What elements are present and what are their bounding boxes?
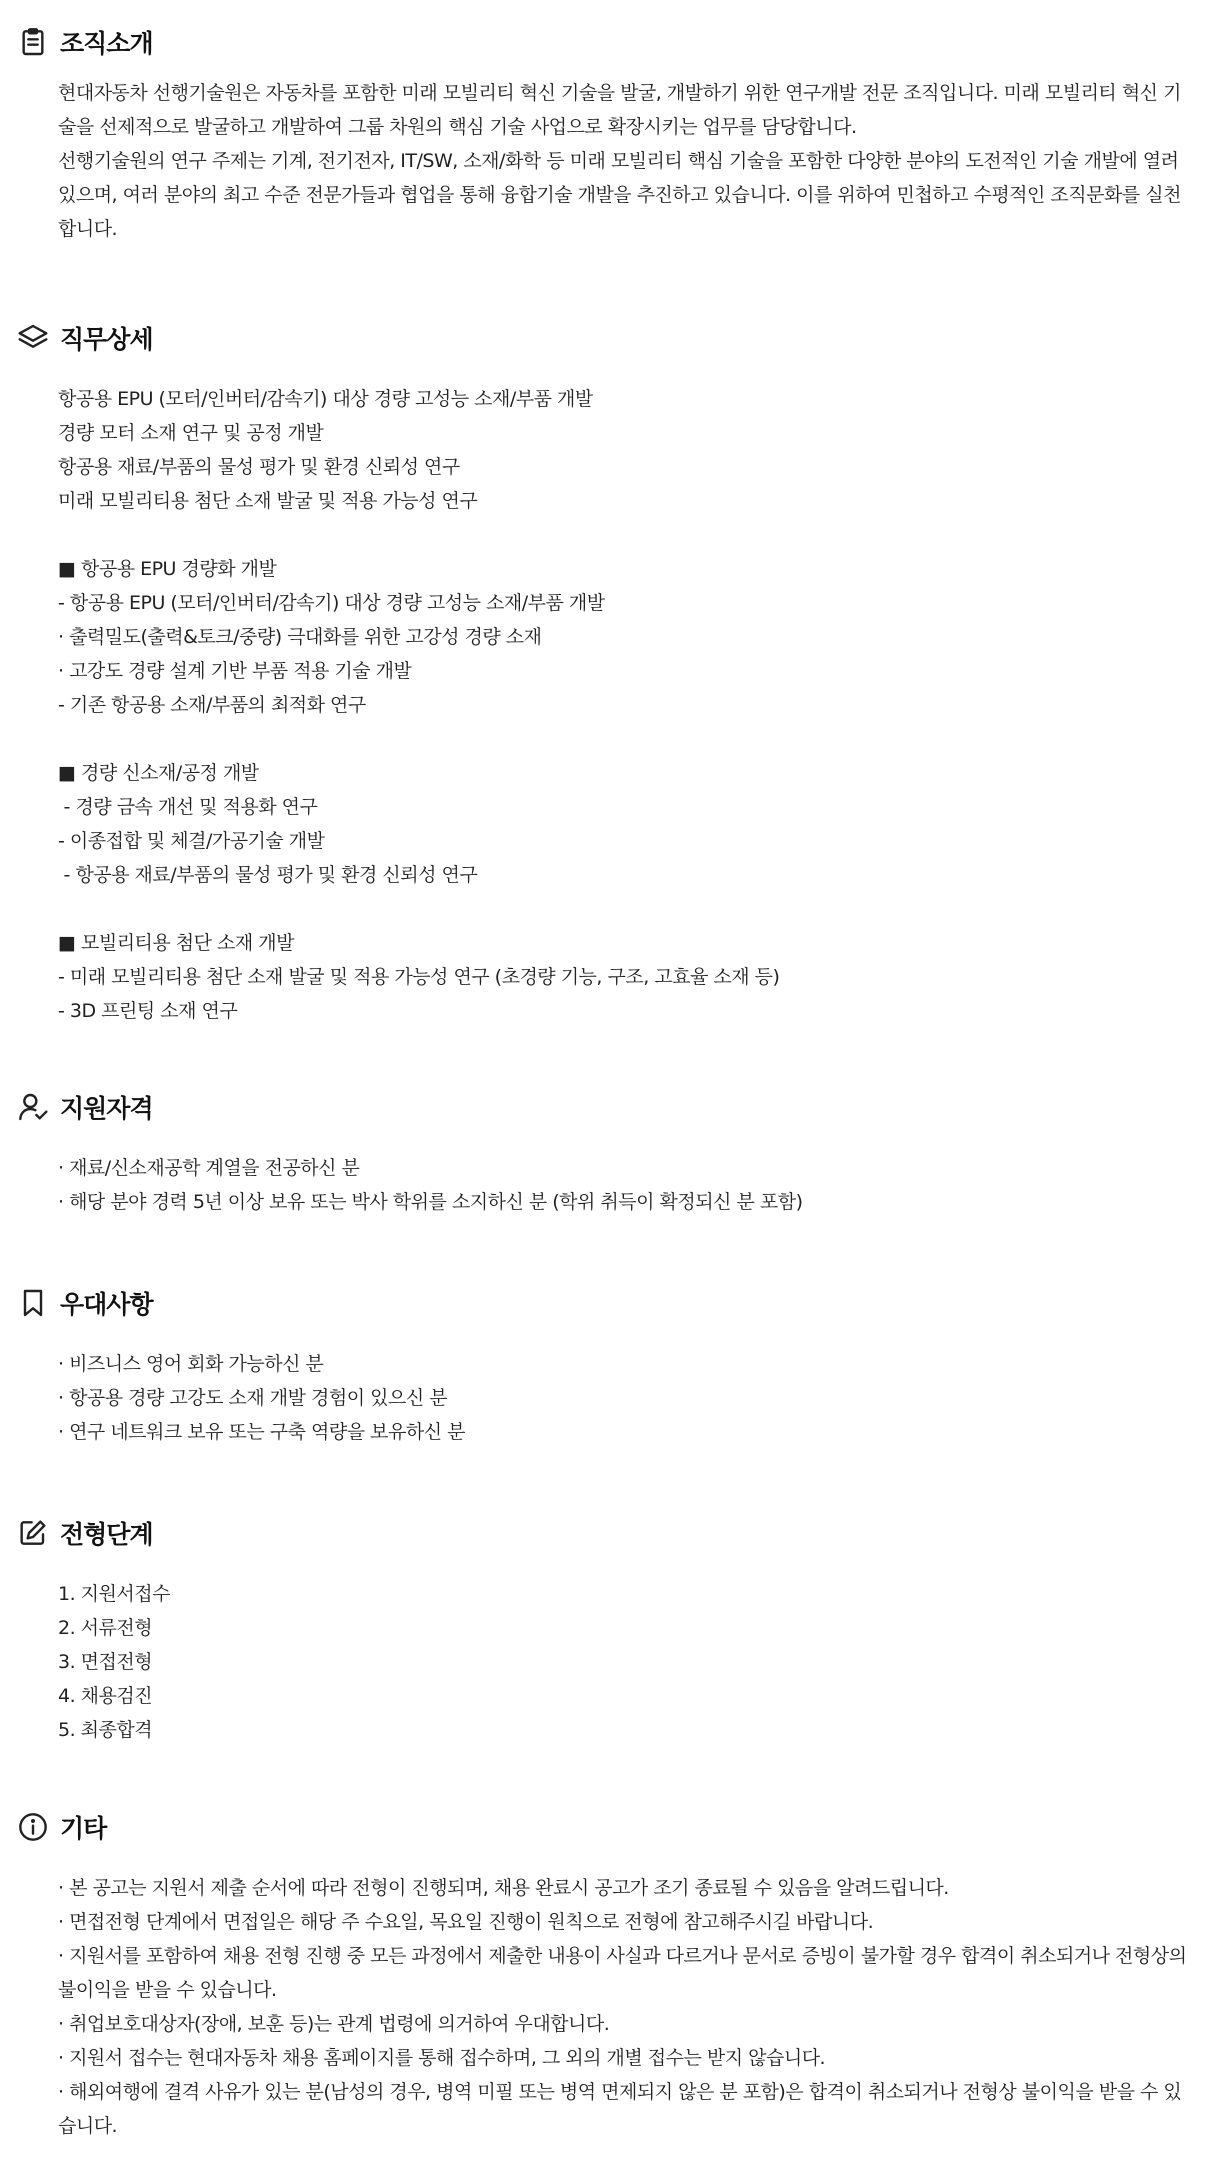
list-item: - 기존 항공용 소재/부품의 최적화 연구 [58, 694, 366, 716]
section-header [16, 1511, 1195, 1555]
section-header [16, 316, 1195, 360]
list-item: 미래 모빌리티용 첨단 소재 발굴 및 적용 가능성 연구 [58, 490, 478, 512]
section-etc [16, 1805, 1195, 2143]
bookmark-icon [16, 1286, 50, 1320]
list-item: · 연구 네트워크 보유 또는 구축 역량을 보유하신 분 [58, 1421, 465, 1443]
layers-icon [16, 321, 50, 355]
list-item: - 항공용 EPU (모터/인버터/감속기) 대상 경량 고성능 소재/부품 개발 [58, 592, 605, 614]
paragraph: 현대자동차 선행기술원은 자동차를 포함한 미래 모빌리티 혁신 기술을 발굴, 개발하기 위한 연구개발 전문 조직입니다. 미래 모빌리티 혁신 기술을 선제적으로 발굴하고 개발하여 그룹 차원의 핵심 기술 사업으로 확장시키는 업무를 담당합니다. [58, 82, 1181, 138]
list-item: · 고강도 경량 설계 기반 부품 적용 기술 개발 [58, 660, 412, 682]
section-body [58, 1151, 1195, 1219]
spacer [58, 722, 1195, 756]
paragraph: 선행기술원의 연구 주제는 기계, 전기전자, IT/SW, 소재/화학 등 미래 모빌리티 핵심 기술을 포함한 다양한 분야의 도전적인 기술 개발에 열려 있으며, 여러 분야의 최고 수준 전문가들과 협업을 통해 융합기술 개발을 추진하고 있습니다. 이를 위하여 민첩하고 수평적인 조직문화를 실천합니다. [58, 150, 1181, 240]
spacer [58, 892, 1195, 926]
edit-icon [16, 1516, 50, 1550]
list-item: - 미래 모빌리티용 첨단 소재 발굴 및 적용 가능성 연구 (초경량 기능, 구조, 고효율 소재 등) [58, 966, 780, 988]
user-check-icon [16, 1090, 50, 1124]
list-item: - 이종접합 및 체결/가공기술 개발 [58, 830, 325, 852]
list-item: · 비즈니스 영어 회화 가능하신 분 [58, 1353, 324, 1375]
section-title: 전형단계 [60, 1520, 153, 1549]
section-header [16, 1281, 1195, 1325]
list-item: - 경량 금속 개선 및 적용화 연구 [58, 796, 318, 818]
list-item: 5. 최종합격 [58, 1719, 153, 1741]
section-body [58, 1577, 1195, 1747]
section-process [16, 1511, 1195, 1747]
spacer [58, 518, 1195, 552]
list-item: 3. 면접전형 [58, 1651, 153, 1673]
section-org [16, 20, 1195, 246]
list-item: 항공용 EPU (모터/인버터/감속기) 대상 경량 고성능 소재/부품 개발 [58, 388, 593, 410]
list-item: - 항공용 재료/부품의 물성 평가 및 환경 신뢰성 연구 [58, 864, 478, 886]
list-item: 항공용 재료/부품의 물성 평가 및 환경 신뢰성 연구 [58, 456, 460, 478]
section-body [58, 382, 1195, 1028]
info-icon [16, 1810, 50, 1844]
section-title: 조직소개 [60, 29, 153, 58]
section-header [16, 1085, 1195, 1129]
list-heading: ■ 모빌리티용 첨단 소재 개발 [58, 932, 295, 954]
list-item: · 본 공고는 지원서 제출 순서에 따라 전형이 진행되며, 채용 완료시 공고가 조기 종료될 수 있음을 알려드립니다. [58, 1877, 949, 1899]
list-item: · 지원서 접수는 현대자동차 채용 홈페이지를 통해 접수하며, 그 외의 개별 접수는 받지 않습니다. [58, 2047, 826, 2069]
section-header [16, 1805, 1195, 1849]
list-heading: ■ 경량 신소재/공정 개발 [58, 762, 259, 784]
section-preference [16, 1281, 1195, 1449]
section-body [58, 1871, 1195, 2143]
list-item: · 면접전형 단계에서 면접일은 해당 주 수요일, 목요일 진행이 원칙으로 전형에 참고해주시길 바랍니다. [58, 1911, 874, 1933]
list-item: · 항공용 경량 고강도 소재 개발 경험이 있으신 분 [58, 1387, 448, 1409]
list-item: · 재료/신소재공학 계열을 전공하신 분 [58, 1157, 360, 1179]
section-header [16, 20, 1195, 64]
list-item: 경량 모터 소재 연구 및 공정 개발 [58, 422, 324, 444]
section-title: 지원자격 [60, 1094, 153, 1123]
list-item: - 3D 프린팅 소재 연구 [58, 1000, 238, 1022]
list-item: 1. 지원서접수 [58, 1583, 170, 1605]
list-item: · 취업보호대상자(장애, 보훈 등)는 관계 법령에 의거하여 우대합니다. [58, 2013, 610, 2035]
section-title: 직무상세 [60, 325, 153, 354]
list-item: · 출력밀도(출력&토크/중량) 극대화를 위한 고강성 경량 소재 [58, 626, 542, 648]
section-title: 우대사항 [60, 1290, 153, 1319]
section-qualification [16, 1085, 1195, 1219]
list-item: · 해당 분야 경력 5년 이상 보유 또는 박사 학위를 소지하신 분 (학위 취득이 확정되신 분 포함) [58, 1191, 803, 1213]
list-item: 2. 서류전형 [58, 1617, 153, 1639]
list-item: · 해외여행에 결격 사유가 있는 분(남성의 경우, 병역 미필 또는 병역 면제되지 않은 분 포함)은 합격이 취소되거나 전형상 불이익을 받을 수 있습니다. [58, 2081, 1182, 2137]
section-body [58, 76, 1195, 246]
clipboard-icon [16, 25, 50, 59]
section-body [58, 1347, 1195, 1449]
section-title: 기타 [60, 1814, 107, 1843]
section-job [16, 316, 1195, 1028]
list-heading: ■ 항공용 EPU 경량화 개발 [58, 558, 277, 580]
list-item: · 지원서를 포함하여 채용 전형 진행 중 모든 과정에서 제출한 내용이 사실과 다르거나 문서로 증빙이 불가할 경우 합격이 취소되거나 전형상의 불이익을 받을 수 있습니다. [58, 1945, 1193, 2001]
list-item: 4. 채용검진 [58, 1685, 153, 1707]
